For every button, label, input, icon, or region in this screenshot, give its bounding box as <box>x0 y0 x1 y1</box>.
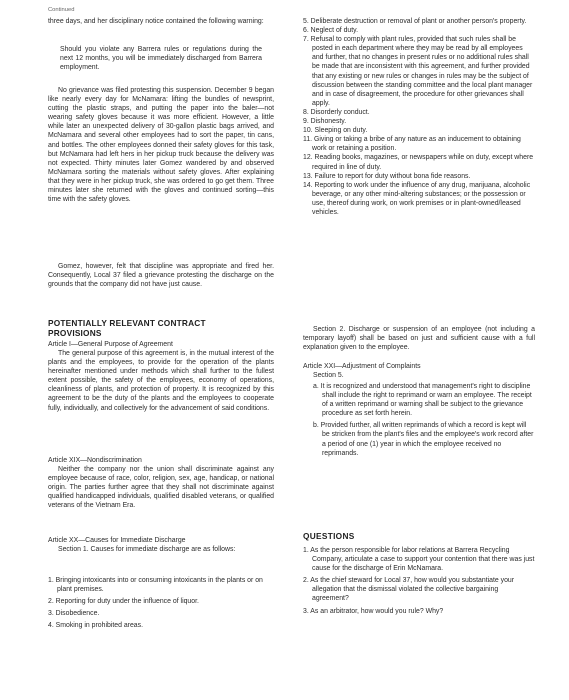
list-item: 5. Deliberate destruction or removal of plant or another person's property. <box>303 18 527 25</box>
section-5-items <box>313 382 535 458</box>
list-item: 9. Dishonesty. <box>303 118 347 126</box>
list-item: a. It is recognized and understood that management's right to discipline shall include the right to reprimand or warn an employee. The receipt of a written reprimand or warning shall be subject to the grievance procedure as set forth herein. <box>313 383 532 418</box>
article-1-body: The general purpose of this agreement is, in the mutual interest of the plants and the employees, to provide for the operation of the plants hereinafter mentioned under methods which shall further to the fullest extent possible, the safety of the employees, economy of operations, cleanliness of plants, and protection of property. It is recognized by this agreement to be the duty of the plants and the employees to cooperate fully, individually, and collectively for the advancement of said conditions. <box>48 350 274 412</box>
list-item: 8. Disorderly conduct. <box>303 108 370 116</box>
narrative-paragraph-2: Gomez, however, felt that discipline was appropriate and fired her. Consequently, Local 37 filed a grievance protesting the discharge on the grounds that the company did not have just cause. <box>48 263 274 289</box>
article-21-title: Article XXI—Adjustment of Complaints <box>303 363 421 370</box>
list-item: 11. Giving or taking a bribe of any nature as an inducement to obtaining work or retaining a position. <box>303 136 521 153</box>
list-item: 6. Neglect of duty. <box>303 27 359 35</box>
questions-list <box>303 546 535 619</box>
section-5-label: Section 5. <box>313 372 344 379</box>
article-1-title: Article I—General Purpose of Agreement <box>48 341 173 348</box>
narrative-paragraph-1: No grievance was filed protesting this suspension. December 9 began like nearly every day for McNamara: lifting the bundles of newsprint, cutting the plastic straps, and putting the paper into the baler—not wearing safety gloves because it was more efficient. However, a little while later an unexpected delivery of 30-gallon plastic bags arrived, and McNamara and several other employees had to sort the paper, tin cans, and bottles. The other employees donned their safety gloves for this task, but McNamara had left hers in her pickup truck because the delivery was not expected. Thirty minutes later Gomez wandered by and observed McNamara sorting the materials without safety gloves. After explaining that they were in her pickup truck, she was ordered to go get them. Three minutes later she returned with the gloves and continued sorting—this time with the safety gloves. <box>48 87 274 204</box>
question-item: 2. As the chief steward for Local 37, how would you substantiate your allegation that the dismissal violated the collective bargaining agreement? <box>303 577 515 603</box>
list-item: 13. Failure to report for duty without bona fide reasons. <box>303 172 471 180</box>
list-item: 4. Smoking in prohibited areas. <box>48 622 143 630</box>
article-20-title: Article XX—Causes for Immediate Discharge <box>48 537 186 544</box>
list-item: 12. Reading books, magazines, or newspapers while on duty, except where required in line of duty. <box>303 154 534 171</box>
continued-label: Continued <box>48 7 75 13</box>
contract-provisions-heading: POTENTIALLY RELEVANT CONTRACT PROVISIONS <box>48 318 206 338</box>
list-item: 14. Reporting to work under the influence of any drug, marijuana, alcoholic beverage, or any other mind-altering substances; or the possession or use, thereof during work, on work premises or in plant-owned/leased vehicles. <box>303 181 531 216</box>
list-item: 3. Disobedience. <box>48 610 100 618</box>
list-item: 10. Sleeping on duty. <box>303 127 368 135</box>
intro-paragraph: three days, and her disciplinary notice contained the following warning: <box>48 18 264 25</box>
list-item: 7. Refusal to comply with plant rules, provided that such rules shall be posted in each department where they may be read by all employees and further, that no changes in present rules or no additional rules shall be made that are inconsistent with this agreement, and further provided that any existing or new rules or changes in rules may be the subject of discussion between the standing committee and the local plant manager and in case of disagreement, the procedure for other grievances shall apply. <box>303 36 533 107</box>
warning-quote: Should you violate any Barrera rules or regulations during the next 12 months, you will be immediately discharged from Barrera employment. <box>60 46 262 72</box>
list-item: 2. Reporting for duty under the influence of liquor. <box>48 598 199 606</box>
list-item: b. Provided further, all written reprimands of which a record is kept will be stricken from the plant's files and the employee's work record after a period of one (1) year in which the employee received no reprimands. <box>313 422 534 457</box>
question-item: 1. As the person responsible for labor relations at Barrera Recycling Company, articulate a case to support your contention that there was just cause for the discharge of Erin McNamara. <box>303 547 535 573</box>
section-2-text: Section 2. Discharge or suspension of an employee (not including a temporary layoff) shall be based on just and sufficient cause with a full explanation given to the employee. <box>303 326 535 352</box>
article-19-body: Neither the company nor the union shall discriminate against any employee because of race, color, religion, sex, age, handicap, or national origin. The parties further agree that they shall not discriminate against qualified handicapped individuals, qualified disabled veterans, or qualified veterans of the Vietnam Era. <box>48 466 274 510</box>
list-item: 1. Bringing intoxicants into or consuming intoxicants in the plants or on plant premises. <box>48 577 263 594</box>
article-19-title: Article XIX—Nondiscrimination <box>48 457 142 464</box>
section-1-text: Section 1. Causes for immediate discharge are as follows: <box>58 546 236 553</box>
questions-heading: QUESTIONS <box>303 531 355 541</box>
discharge-causes-list <box>48 576 274 630</box>
discharge-causes-continued <box>303 17 535 217</box>
question-item: 3. As an arbitrator, how would you rule? Why? <box>303 607 444 615</box>
